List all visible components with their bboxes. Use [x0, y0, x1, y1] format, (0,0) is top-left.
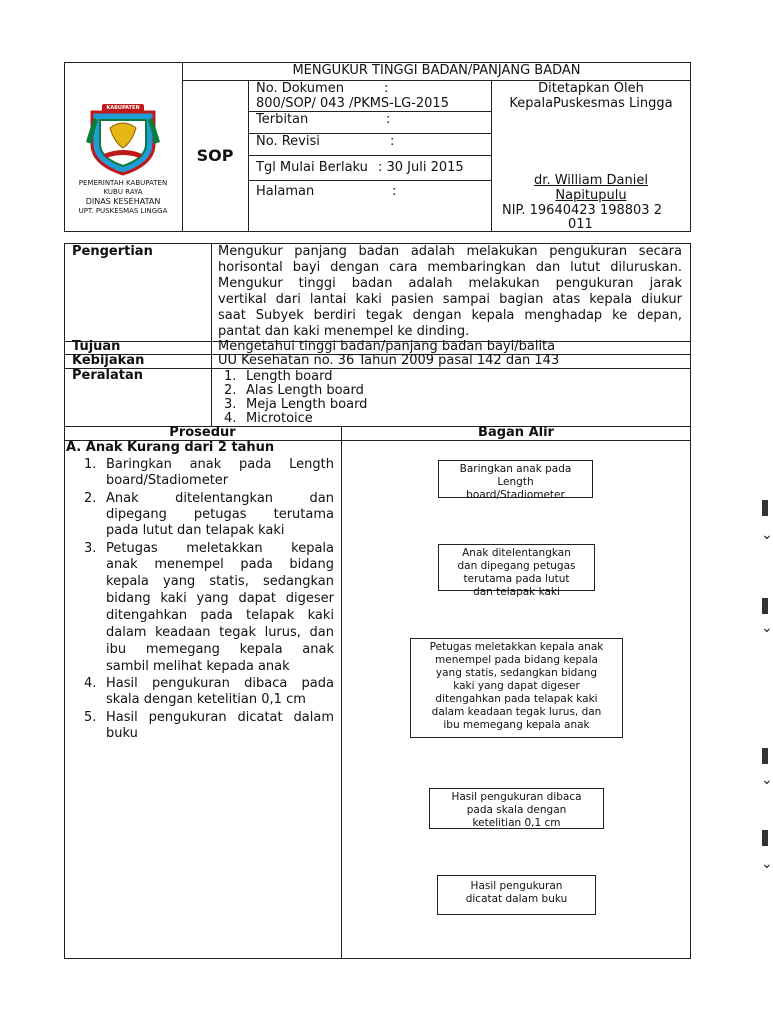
bagan-alir-header: Bagan Alir — [478, 425, 554, 440]
step-line: ibu memegang kepala anak — [106, 642, 334, 657]
flow-box-line: Petugas meletakkan kepala anak — [429, 641, 604, 653]
kebijakan-label: Kebijakan — [72, 353, 145, 368]
step-line: anak menempel pada bidang — [106, 557, 334, 572]
peralatan-item: Length board — [246, 369, 333, 384]
flow-box-line: Hasil pengukuran — [470, 880, 563, 892]
doc-no-colon: : — [384, 81, 389, 96]
ditetapkan-line-2: KepalaPuskesmas Lingga — [509, 96, 673, 111]
flow-box-line: ditengahkan pada telapak kaki — [435, 693, 598, 705]
terbitan-label: Terbitan — [256, 112, 309, 127]
pengertian-line: vertikal dari lantai kaki pasien sampai bagian atas kepala diukur — [218, 292, 682, 307]
step-number: 1. — [84, 457, 97, 472]
step-line: Hasil pengukuran dibaca pada — [106, 676, 334, 691]
flow-box-line: Hasil pengukuran dibaca — [451, 791, 582, 803]
section-a-heading: A. Anak Kurang dari 2 tahun — [66, 440, 275, 455]
peralatan-item: Meja Length board — [246, 397, 368, 412]
edge-chevron-icon: ⌄ — [761, 620, 773, 636]
logo-caption-3: DINAS KESEHATAN — [85, 197, 161, 206]
peralatan-label: Peralatan — [72, 368, 143, 383]
peralatan-num: 1. — [224, 369, 237, 384]
step-line: Hasil pengukuran dicatat dalam — [106, 710, 334, 725]
edge-bar-mark — [762, 748, 768, 764]
step-line: Baringkan anak pada Length — [106, 457, 334, 472]
step-line: bidang kaki yang dapat digeser — [106, 591, 334, 606]
peralatan-num: 3. — [224, 397, 237, 412]
nip-line-1: NIP. 19640423 198803 2 — [502, 203, 662, 218]
flow-box-line: board/Stadiometer — [466, 489, 565, 501]
step-line: kepala yang statis, sedangkan — [106, 574, 334, 589]
step-line: pada lutut dan telapak kaki — [106, 523, 285, 538]
pengertian-line: pantat dan kaki menempel ke dinding. — [218, 324, 470, 339]
flow-box-line: Length — [497, 476, 534, 488]
step-line: skala dengan ketelitian 0,1 cm — [106, 692, 306, 707]
prosedur-header: Prosedur — [169, 425, 236, 440]
pengertian-label: Pengertian — [72, 244, 153, 259]
flow-box — [438, 544, 595, 598]
terbitan-colon: : — [386, 112, 391, 127]
edge-bar-mark — [762, 500, 768, 516]
flow-box-line: terutama pada lutut — [463, 573, 570, 585]
tujuan-label: Tujuan — [72, 339, 121, 354]
step-line: dipegang petugas terutama — [106, 507, 334, 522]
step-number: 2. — [84, 491, 97, 506]
logo-caption-2: KUBU RAYA — [103, 188, 143, 196]
flow-box-line: ketelitian 0,1 cm — [472, 817, 561, 829]
edge-chevron-icon: ⌄ — [761, 772, 773, 788]
flow-box-line: dicatat dalam buku — [465, 893, 568, 905]
edge-bar-mark — [762, 830, 768, 846]
step-line: buku — [106, 726, 138, 741]
flow-box-line: dan dipegang petugas — [457, 560, 576, 572]
revisi-colon: : — [390, 134, 395, 149]
edge-bar-mark — [762, 598, 768, 614]
logo-banner: KABUPATEN — [106, 105, 140, 111]
document-title: MENGUKUR TINGGI BADAN/PANJANG BADAN — [292, 63, 581, 78]
flow-box — [410, 638, 623, 738]
step-number: 3. — [84, 541, 97, 556]
logo-caption-1: PEMERINTAH KABUPATEN — [78, 179, 168, 187]
nip-line-2: 011 — [568, 217, 593, 232]
tgl-value: : 30 Juli 2015 — [378, 160, 464, 175]
kebijakan-value: UU Kesehatan no. 36 Tahun 2009 pasal 142 dan 143 — [218, 353, 560, 368]
edge-chevron-icon: ⌄ — [761, 527, 773, 543]
pengertian-line: horisontal bayi dengan cara membaringkan dan lutut diluruskan. — [218, 260, 682, 275]
flow-box-line: pada skala dengan — [466, 804, 567, 816]
revisi-label: No. Revisi — [256, 134, 320, 149]
flow-box-line: ibu memegang kepala anak — [443, 719, 590, 731]
doc-no-value: 800/SOP/ 043 /PKMS-LG-2015 — [256, 96, 449, 111]
step-number: 5. — [84, 710, 97, 725]
pengertian-line: Mengukur tinggi badan adalah melakukan pengukuran jarak — [218, 276, 682, 291]
peralatan-num: 2. — [224, 383, 237, 398]
flow-box-line: Baringkan anak pada — [459, 463, 572, 475]
flow-box-line: dalam keadaan tegak lurus, dan — [431, 706, 602, 718]
step-line: sambil melihat kepada anak — [106, 659, 290, 674]
flow-box-line: kaki yang dapat digeser — [453, 680, 580, 692]
step-line: board/Stadiometer — [106, 473, 229, 488]
peralatan-item: Microtoice — [246, 411, 313, 426]
logo-caption-4: UPT. PUSKESMAS LINGGA — [78, 207, 168, 215]
pengertian-line: saat Subyek berdiri tegak dengan kepala menghadap ke depan, — [218, 308, 682, 323]
halaman-label: Halaman — [256, 184, 315, 199]
halaman-colon: : — [392, 184, 397, 199]
sop-label: SOP — [196, 146, 234, 165]
step-line: ditengahkan pada telapak kaki — [106, 608, 334, 623]
signer-name-2: Napitupulu — [555, 188, 627, 203]
flow-box-line: menempel pada bidang kepala — [435, 654, 598, 666]
tujuan-value: Mengetahui tinggi badan/panjang badan bayi/balita — [218, 339, 556, 354]
ditetapkan-line-1: Ditetapkan Oleh — [538, 81, 644, 96]
logo — [80, 98, 166, 176]
flow-box-line: dan telapak kaki — [473, 586, 560, 598]
tgl-label: Tgl Mulai Berlaku — [256, 160, 368, 175]
step-number: 4. — [84, 676, 97, 691]
flow-box-line: Anak ditelentangkan — [462, 547, 571, 559]
step-line: Anak ditelentangkan dan — [106, 491, 334, 506]
peralatan-item: Alas Length board — [246, 383, 364, 398]
peralatan-num: 4. — [224, 411, 237, 426]
flow-box — [429, 788, 604, 829]
step-line: Petugas meletakkan kepala — [106, 541, 334, 556]
doc-no-label: No. Dokumen — [256, 81, 344, 96]
flow-box — [438, 460, 593, 501]
step-line: dalam keadaan tegak lurus, dan — [106, 625, 334, 640]
flow-box — [437, 875, 596, 915]
pengertian-line: Mengukur panjang badan adalah melakukan pengukuran secara — [218, 244, 682, 259]
signer-name-1: dr. William Daniel — [534, 173, 648, 188]
flow-box-line: yang statis, sedangkan bidang — [435, 667, 598, 679]
edge-chevron-icon: ⌄ — [761, 856, 773, 872]
